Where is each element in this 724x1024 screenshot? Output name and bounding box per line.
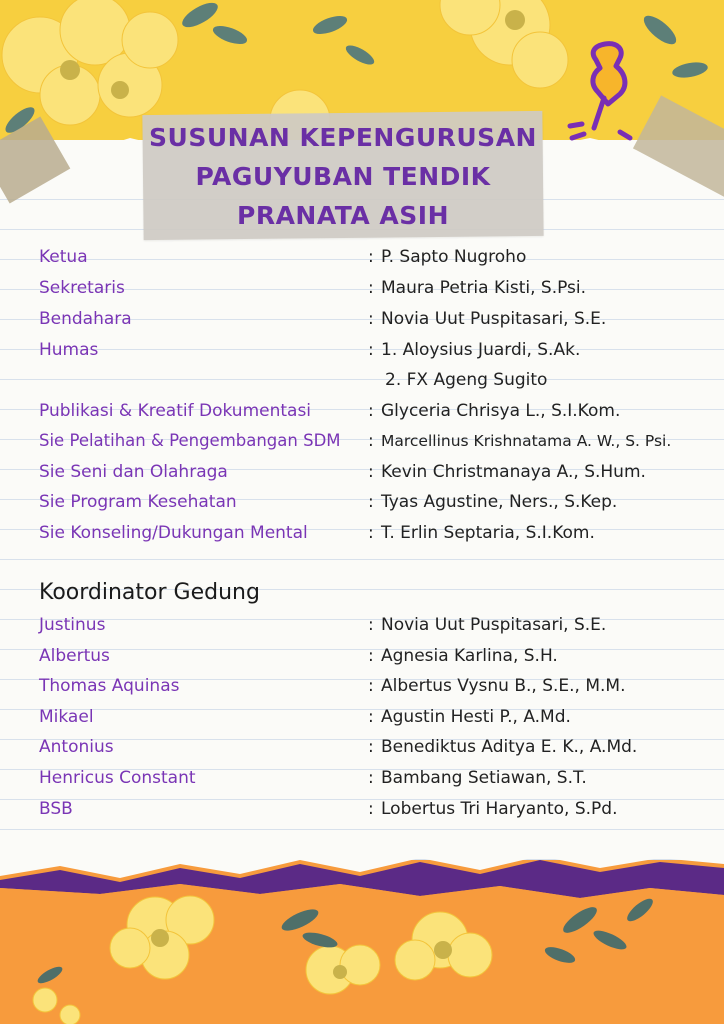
separator: : [368, 676, 374, 696]
member-name: 2. FX Ageng Sugito [385, 370, 548, 390]
role-label: Mikael [39, 707, 94, 727]
separator: : [368, 340, 374, 360]
role-label: Justinus [39, 615, 106, 635]
title-line-3: PRANATA ASIH [237, 201, 449, 230]
role-label: Sie Program Kesehatan [39, 492, 237, 512]
role-label: Henricus Constant [39, 768, 196, 788]
separator: : [368, 523, 374, 543]
list-item [0, 242, 724, 272]
list-item [0, 457, 724, 487]
member-name: Maura Petria Kisti, S.Psi. [381, 278, 587, 298]
list-item [0, 763, 724, 793]
list-item [0, 365, 724, 395]
member-name: Benediktus Aditya E. K., A.Md. [381, 737, 638, 757]
member-name: Lobertus Tri Haryanto, S.Pd. [381, 799, 618, 819]
push-pin-icon [560, 36, 650, 146]
member-name: Glyceria Chrisya L., S.I.Kom. [381, 401, 621, 421]
list-item [0, 396, 724, 426]
member-name: Kevin Christmanaya A., S.Hum. [381, 462, 646, 482]
list-item [0, 518, 724, 548]
member-name: Tyas Agustine, Ners., S.Kep. [381, 492, 618, 512]
member-name: Bambang Setiawan, S.T. [381, 768, 587, 788]
role-label: Sekretaris [39, 278, 125, 298]
member-name: P. Sapto Nugroho [381, 247, 527, 267]
list-item [0, 304, 724, 334]
separator: : [368, 278, 374, 298]
separator: : [368, 309, 374, 329]
member-name: Marcellinus Krishnatama A. W., S. Psi. [381, 432, 672, 450]
member-name: Agnesia Karlina, S.H. [381, 646, 558, 666]
role-label: Publikasi & Kreatif Dokumentasi [39, 401, 312, 421]
list-item [0, 487, 724, 517]
flower-icon [0, 880, 724, 1024]
member-name: Agustin Hesti P., A.Md. [381, 707, 571, 727]
role-label: Antonius [39, 737, 114, 757]
list-item [0, 641, 724, 671]
list-item [0, 732, 724, 762]
separator: : [368, 707, 374, 727]
section-heading: Koordinator Gedung [39, 580, 260, 605]
role-label: Albertus [39, 646, 110, 666]
list-item [0, 426, 724, 456]
member-name: Novia Uut Puspitasari, S.E. [381, 615, 607, 635]
separator: : [368, 492, 374, 512]
separator: : [368, 737, 374, 757]
separator: : [368, 431, 374, 451]
role-label: BSB [39, 799, 73, 819]
role-label: Thomas Aquinas [39, 676, 180, 696]
page-title [143, 118, 543, 235]
member-name: Albertus Vysnu B., S.E., M.M. [381, 676, 626, 696]
separator: : [368, 768, 374, 788]
title-line-1: SUSUNAN KEPENGURUSAN [149, 123, 537, 152]
member-name: 1. Aloysius Juardi, S.Ak. [381, 340, 581, 360]
member-name: Novia Uut Puspitasari, S.E. [381, 309, 607, 329]
list-item [0, 610, 724, 640]
separator: : [368, 646, 374, 666]
role-label: Ketua [39, 247, 88, 267]
role-label: Sie Konseling/Dukungan Mental [39, 523, 308, 543]
role-label: Humas [39, 340, 99, 360]
list-item [0, 794, 724, 824]
list-item [0, 671, 724, 701]
role-label: Sie Seni dan Olahraga [39, 462, 228, 482]
list-item [0, 702, 724, 732]
separator: : [368, 401, 374, 421]
role-label: Sie Pelatihan & Pengembangan SDM [39, 431, 341, 450]
member-name: T. Erlin Septaria, S.I.Kom. [381, 523, 595, 543]
separator: : [368, 799, 374, 819]
title-line-2: PAGUYUBAN TENDIK [195, 162, 491, 191]
list-item [0, 273, 724, 303]
role-label: Bendahara [39, 309, 132, 329]
separator: : [368, 615, 374, 635]
separator: : [368, 462, 374, 482]
list-item [0, 335, 724, 365]
separator: : [368, 247, 374, 267]
